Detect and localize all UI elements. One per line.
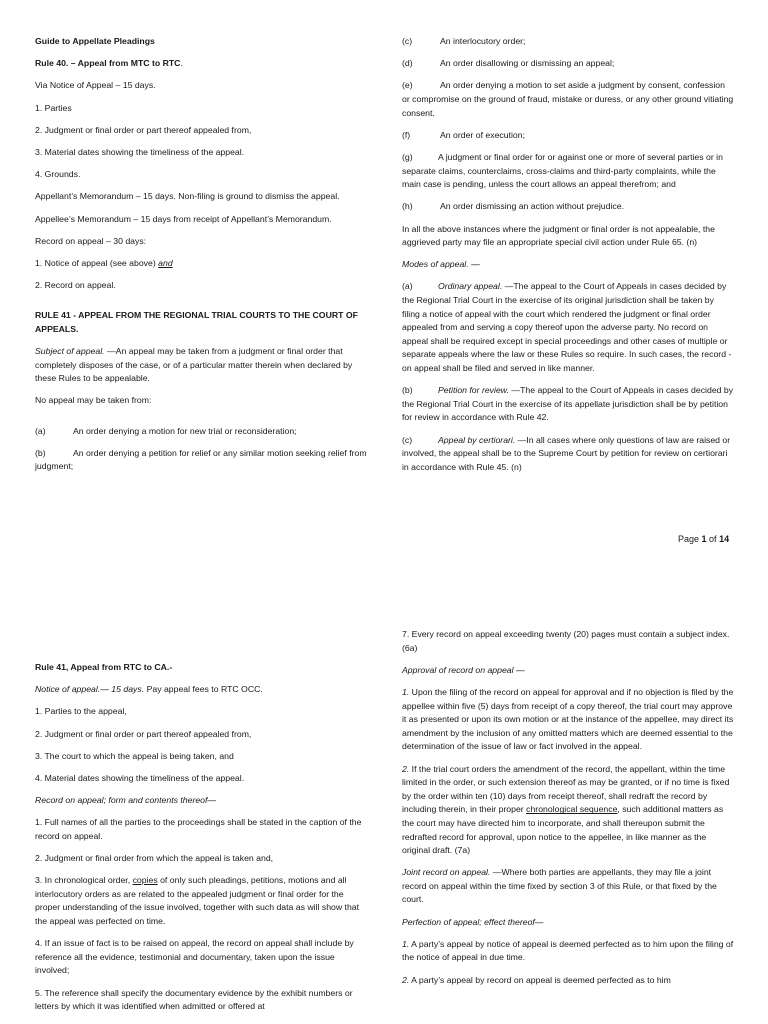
- approval-item-1: 1. Upon the filing of the record on appeal for approval and if no objection is filed by the appellee within five (5) days from receipt of a copy thereof, the trial court may approve it as presented or upon its own motion or at the instance of the appellee, may direct its amendment by the inclusion of any omitted matters which are deemed essential to the determination of the issue of law or fact involved in the appeal.: [402, 686, 734, 752]
- page-2-right-column: [402, 628, 734, 996]
- page-2: [0, 560, 768, 1024]
- record-content-item: 4. If an issue of fact is to be raised on appeal, the record on appeal shall include by reference all the evidence, testimonial and documentary, taken upon the issue involved;: [35, 938, 354, 976]
- document-title: Guide to Appellate Pleadings: [35, 36, 155, 46]
- rule-40-item: 2. Judgment or final order or part thereof appealed from,: [35, 124, 252, 135]
- mode-petition-for-review: (b) Petition for review. —The appeal to the Court of Appeals in cases decided by the Regional Trial Court in the exercise of its appellate jurisdiction shall be by petition for review in accordance with Rule 42.: [402, 385, 734, 423]
- record-form-heading: Record on appeal; form and contents thereof—: [35, 795, 217, 806]
- rule-40-notice: Via Notice of Appeal – 15 days.: [35, 80, 156, 91]
- no-appeal-item-c: (c) An interlocutory order;: [402, 36, 526, 46]
- page-1-left-column: [35, 35, 367, 483]
- page-number: Page 1 of 14: [678, 534, 730, 544]
- rule-41-heading: RULE 41 - APPEAL FROM THE REGIONAL TRIAL COURTS TO THE COURT OF APPEALS.: [35, 310, 358, 334]
- subject-of-appeal: Subject of appeal. —An appeal may be taken from a judgment or final order that completely disposes of the case, or of a particular matter therein when declared by these Rules to be appealable.: [35, 346, 353, 384]
- no-appeal-item-a: (a) An order denying a motion for new trial or reconsideration;: [35, 425, 297, 436]
- record-item: 1. Notice of appeal (see above) and: [35, 257, 173, 268]
- joint-record-on-appeal: Joint record on appeal. —Where both parties are appellants, they may file a joint record on appeal within the time fixed by section 3 of this Rule, or that fixed by the court.: [402, 867, 717, 905]
- perfection-heading: Perfection of appeal; effect thereof—: [402, 916, 544, 927]
- record-item: 2. Record on appeal.: [35, 280, 116, 291]
- record-on-appeal: Record on appeal – 30 days:: [35, 235, 147, 246]
- modes-of-appeal-heading: Modes of appeal. —: [402, 259, 480, 270]
- rule-40-heading: Rule 40. – Appeal from MTC to RTC.: [35, 58, 183, 69]
- rule-40-item: 3. Material dates showing the timeliness of the appeal.: [35, 146, 245, 157]
- approval-heading: Approval of record on appeal —: [402, 664, 525, 675]
- rule-40-item: 4. Grounds.: [35, 169, 81, 180]
- mode-ordinary-appeal: (a) Ordinary appeal. —The appeal to the Court of Appeals in cases decided by the Regional Trial Court in the exercise of its original jurisdiction shall be taken by filing a notice of appeal with the court which rendered the judgment or final order appealed from and serving a copy thereof upon the adverse party. No record on appeal shall be required except in special proceedings and other cases of multiple or separate appeals where the law or these Rules so require. In such cases, the record -on appeal shall be filed and served in like manner.: [402, 281, 732, 374]
- appellee-memorandum: Appellee’s Memorandum – 15 days from receipt of Appellant’s Memorandum.: [35, 213, 332, 224]
- record-content-item: 1. Full names of all the parties to the proceedings shall be stated in the caption of the record on appeal.: [35, 817, 362, 841]
- no-appeal-item-h: (h) An order dismissing an action without prejudice.: [402, 201, 624, 212]
- page-1-right-column: [402, 35, 734, 483]
- notice-item: 2. Judgment or final order or part thereof appealed from,: [35, 728, 252, 739]
- no-appeal-item-g: (g) A judgment or final order for or against one or more of several parties or in separate claims, counterclaims, cross-claims and third-party complaints, while the main case is pending, unless the court allows an appeal therefrom; and: [402, 151, 723, 190]
- record-content-item: 2. Judgment or final order from which the appeal is taken and,: [35, 853, 274, 864]
- rule-40-item: 1. Parties: [35, 102, 72, 113]
- page-2-left-column: [35, 661, 367, 1022]
- perfection-item-1: 1. A party’s appeal by notice of appeal is deemed perfected as to him upon the filing of the notice of appeal in due time.: [402, 938, 734, 963]
- rule-41-ca-heading: Rule 41, Appeal from RTC to CA.-: [35, 662, 173, 672]
- no-appeal-item-d: (d) An order disallowing or dismissing an appeal;: [402, 58, 615, 69]
- approval-item-2: 2. If the trial court orders the amendment of the record, the appellant, within the time limited in the order, or such extension thereof as may be granted, or if no time is fixed by the order within ten (10) days from receipt thereof, shall redraft the record by including therein, in their proper chronological sequence, such additional matters as the court may have directed him to incorporate, and shall thereupon submit the redrafted record for approval, upon notice to the appellee, in like manner as the original draft. (7a): [402, 763, 730, 856]
- mode-appeal-by-certiorari: (c) Appeal by certiorari. —In all cases where only questions of law are raised or involved, the appeal shall be to the Supreme Court by petition for review on certiorari in accordance with Rule 45. (n): [402, 434, 731, 472]
- perfection-item-2: 2. A party’s appeal by record on appeal is deemed perfected as to him: [402, 974, 671, 985]
- subject-index-item: 7. Every record on appeal exceeding twenty (20) pages must contain a subject index. (6a): [402, 629, 730, 653]
- special-civil-action-note: In all the above instances where the judgment or final order is not appealable, the aggrieved party may file an appropriate special civil action under Rule 65. (n): [402, 223, 715, 248]
- record-content-item: 3. In chronological order, copies of only such pleadings, petitions, motions and all interlocutory orders as are related to the appealed judgment or final order for the proper understanding of the issue involved, together with such data as will show that the appeal was perfected on time.: [35, 875, 360, 927]
- record-content-item: 5. The reference shall specify the documentary evidence by the exhibit numbers or letters by which it was identified when admitted or offered at: [35, 987, 353, 1012]
- appellant-memorandum: Appellant’s Memorandum – 15 days. Non-filing is ground to dismiss the appeal.: [35, 191, 340, 202]
- notice-item: 1. Parties to the appeal,: [35, 706, 127, 717]
- no-appeal-item-f: (f) An order of execution;: [402, 129, 525, 140]
- notice-item: 4. Material dates showing the timeliness of the appeal.: [35, 772, 245, 783]
- notice-item: 3. The court to which the appeal is being taken, and: [35, 750, 234, 761]
- notice-of-appeal: Notice of appeal.— 15 days. Pay appeal fees to RTC OCC.: [35, 684, 263, 695]
- no-appeal-item-e: (e) An order denying a motion to set aside a judgment by consent, confession or compromise on the ground of fraud, mistake or duress, or any other ground vitiating consent.: [402, 80, 734, 118]
- no-appeal-intro: No appeal may be taken from:: [35, 395, 152, 406]
- no-appeal-item-b: (b) An order denying a petition for relief or any similar motion seeking relief from judgment;: [35, 447, 367, 472]
